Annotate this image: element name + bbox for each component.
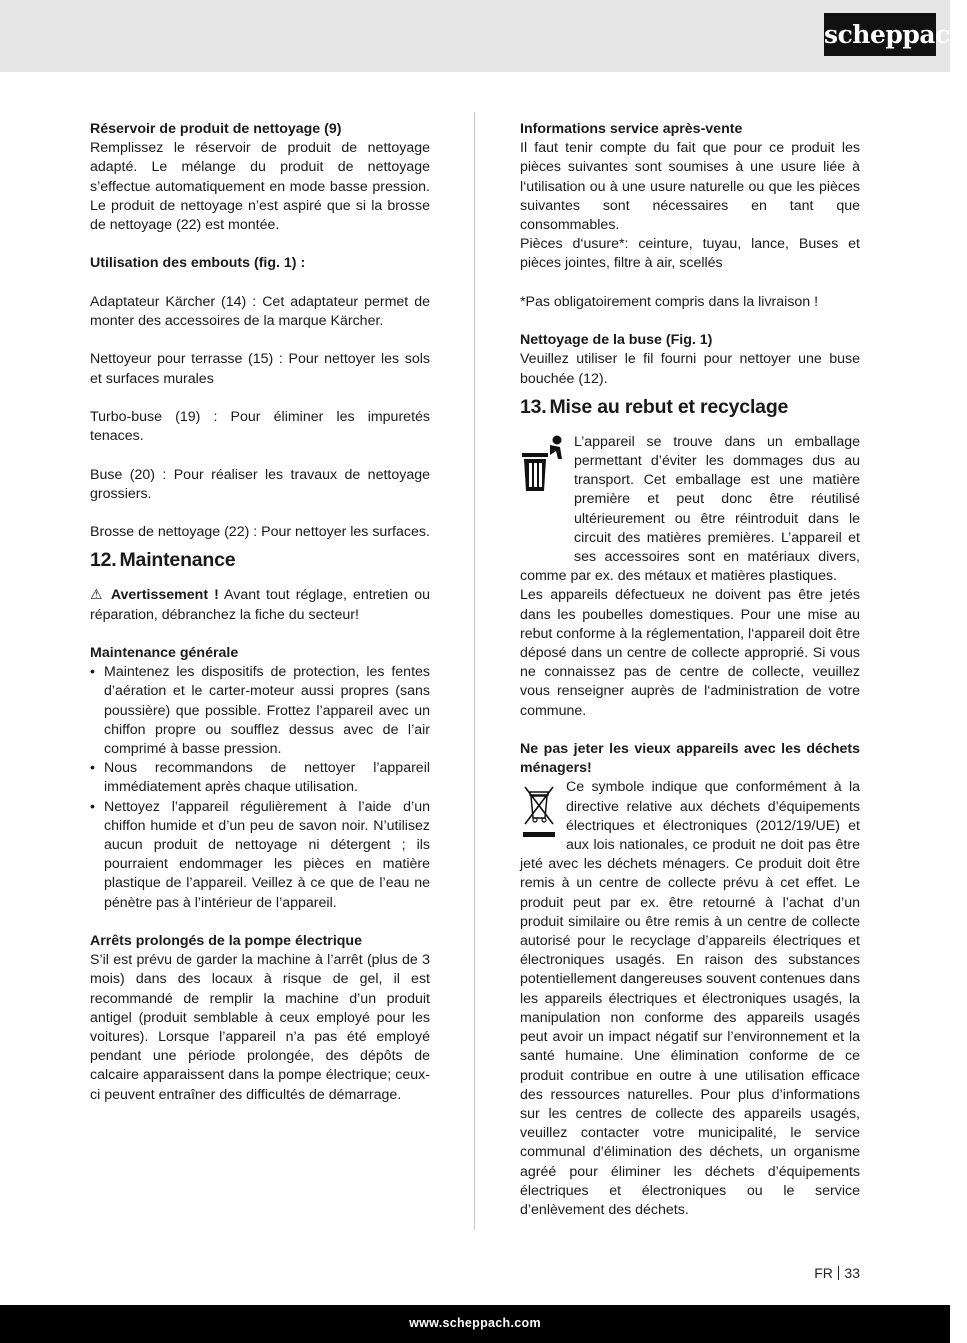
header-band xyxy=(0,0,967,72)
list-item: • Nettoyez l’appareil régulièrement à l’aide d’un chiffon humide et d’un peu de savon noir. N’utilisez aucun produit de nettoyage ni détergent ; ils pourraient endommager les pièces en matière plastique de l’appareil. Veillez à ce que de l’eau ne pénètre pas à l’intérieur de l’appareil. xyxy=(90,798,430,913)
weee-text: Ce symbole indique que conformément à la directive relative aux déchets d’équipements électriques et électroniques (2012/19/UE) et aux lois nationales, ce produit ne doit pas être jeté avec les déchets ménagers. Ce produit doit être remis à un centre de collecte prévu à cet effet. Le produit peut par ex. être retourné à l’achat d’un produit similaire ou être remis à un centre de collecte autorisé pour le recyclage d’appareils électriques et électroniques usagés. En raison des substances potentiellement dangereuses souvent contenues dans les appareils électriques et électroniques usagés, la manipulation non conforme des appareils usagés peut avoir un impact négatif sur l’environnement et la santé humaine. Une élimination conforme de ce produit contribue en outre à une utilisation efficace des ressources naturelles. Pour plus d’informations sur les centres de collecte des appareils usagés, veuillez contacter votre municipalité, le service communal d’élimination des déchets, un organisme agréé pour éliminer les déchets d’équipements électriques et électroniques ou le service d’enlèvement des déchets. xyxy=(520,779,860,1218)
arrets-heading: Arrêts prolongés de la pompe électrique xyxy=(90,933,362,949)
right-column xyxy=(520,120,860,1220)
footer-bar xyxy=(0,1305,950,1343)
warning-label: Avertissement ! xyxy=(110,587,219,604)
service-heading: Informations service après-vente xyxy=(520,121,743,137)
warning-text: Avant tout réglage, entretien ou réparation, débranchez la fiche du secteur! xyxy=(90,587,430,623)
left-column xyxy=(90,120,430,1105)
embouts-heading: Utilisation des embouts (fig. 1) : xyxy=(90,255,306,272)
section-13-title xyxy=(520,395,860,419)
general-maintenance-heading: Maintenance générale xyxy=(90,644,239,661)
embout-item: Turbo-buse (19) : Pour éliminer les impuretés tenaces. xyxy=(90,408,430,445)
arrets-text: S’il est prévu de garder la machine à l’arrêt (plus de 3 mois) dans des locaux à risque de gel, il est recommandé de remplir la machine d’un produit antigel (produit semblable à ceux employé pour les voitures). Lorsque l’appareil n’a pas été employé pendant une période prolongée, des dépôts de calcaire apparaissent dans la pompe électrique; ceux-ci peuvent entraîner des difficultés de démarrage. xyxy=(90,952,430,1103)
scheppach-logo: scheppach xyxy=(824,13,936,56)
section-number: 12. xyxy=(90,549,117,572)
buse-text: Veuillez utiliser le fil fourni pour nettoyer une buse bouchée (12). xyxy=(520,351,860,387)
embout-item: Brosse de nettoyage (22) : Pour nettoyer les surfaces. xyxy=(90,524,430,541)
section-12-title xyxy=(90,548,430,572)
page-number xyxy=(814,1265,860,1281)
reservoir-text: Remplissez le réservoir de produit de nettoyage adapté. Le mélange du produit de nettoyage s’effectue automatiquement en mode basse pression. Le produit de nettoyage n’est aspiré que si la brosse de nettoyage (22) est montée. xyxy=(90,140,430,234)
section-title-text: Mise au rebut et recyclage xyxy=(549,395,789,418)
embout-item: Adaptateur Kärcher (14) : Cet adaptateur permet de monter des accessoires de la marque Kärcher. xyxy=(90,293,430,329)
list-item: • Maintenez les dispositifs de protection, les fentes d’aération et le carter-moteur aussi propres (sans poussière) que possible. Frottez l’appareil avec un chiffon propre ou soufflez dessus avec de l’air comprimé à basse pression. xyxy=(90,663,430,759)
maintenance-list xyxy=(90,663,430,913)
wear-parts-text: Pièces d‘usure*: ceinture, tuyau, lance, Buses et pièces jointes, filtre à air, scellés xyxy=(520,236,860,272)
recycling-text-1: L’appareil se trouve dans un emballage permettant d’éviter les dommages dus au transport. Cet emballage est une matière première et peut donc être réutilisé ultérieurement ou être réintroduit dans le circuit des matières premières. L’appareil et ses accessoires sont en matériaux divers, comme par ex. des métaux et matières plastiques. xyxy=(520,433,860,585)
reservoir-heading: Réservoir de produit de nettoyage (9) xyxy=(90,121,342,137)
column-divider xyxy=(474,112,475,1230)
service-text: Il faut tenir compte du fait que pour ce produit les pièces suivantes sont soumises à une usure liée à l‘utilisation ou à une usure naturelle ou que les pièces suivantes sont nécessaires en tant que consommables. xyxy=(520,140,860,234)
trash-bin-icon xyxy=(520,435,568,547)
weee-icon-block xyxy=(520,782,560,846)
crossed-bin-icon xyxy=(520,782,560,840)
warning-paragraph xyxy=(90,586,430,624)
weee-heading: Ne pas jeter les vieux appareils avec les déchets ménagers! xyxy=(520,741,860,777)
section-number: 13. xyxy=(520,395,547,418)
page-language: FR xyxy=(814,1265,833,1281)
recycling-icons xyxy=(520,435,568,553)
page-number-value: 33 xyxy=(844,1265,860,1281)
recycling-text-2: Les appareils défectueux ne doivent pas être jetés dans les poubelles domestiques. Pour une mise au rebut conforme à la réglementation, l‘appareil doit être déposé dans un centre de collecte approprié. Si vous ne connaissez pas de centre de collecte, veuillez vous renseigner auprès de l‘administration de votre commune. xyxy=(520,587,860,719)
list-item: • Nous recommandons de nettoyer l’appareil immédiatement après chaque utilisation. xyxy=(90,759,430,797)
section-title-text: Maintenance xyxy=(119,549,236,572)
embout-item: Buse (20) : Pour réaliser les travaux de nettoyage grossiers. xyxy=(90,466,430,502)
delivery-note: *Pas obligatoirement compris dans la livraison ! xyxy=(520,293,819,310)
footer-url[interactable]: www.scheppach.com xyxy=(409,1316,541,1330)
buse-heading: Nettoyage de la buse (Fig. 1) xyxy=(520,332,713,349)
warning-icon: ⚠ xyxy=(90,587,105,604)
embout-item: Nettoyeur pour terrasse (15) : Pour nettoyer les sols et surfaces murales xyxy=(90,351,430,387)
